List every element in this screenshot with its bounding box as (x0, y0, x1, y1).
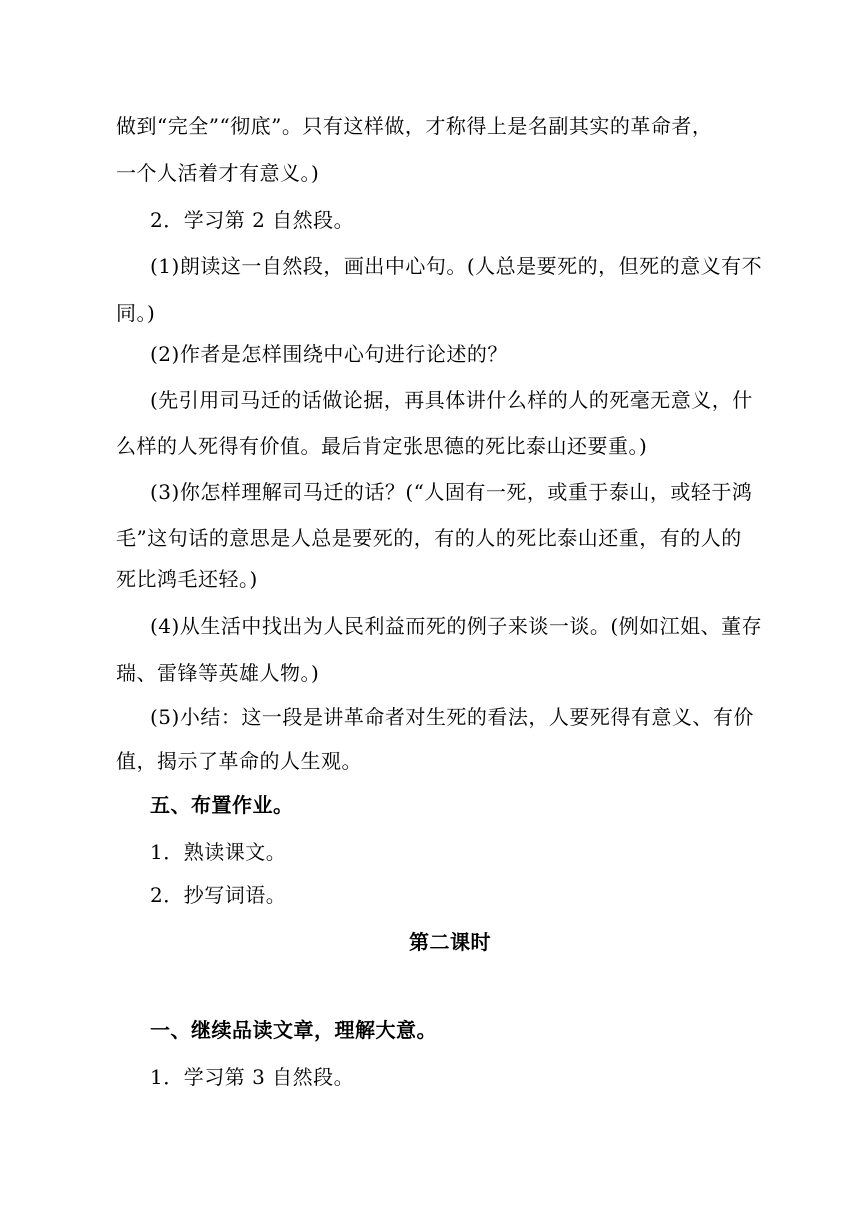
text-line: 毛”这句话的意思是人总是要死的，有的人的死比泰山还重，有的人的 (116, 526, 742, 550)
text-line: (3)你怎样理解司马迁的话？(“人固有一死，或重于泰山，或轻于鸿 (150, 480, 753, 504)
text-line: (1)朗读这一自然段，画出中心句。(人总是要死的，但死的意义有不 (150, 254, 763, 278)
text-line: 么样的人死得有价值。最后肯定张思德的死比泰山还要重。) (116, 434, 648, 458)
text-line: (2)作者是怎样围绕中心句进行论述的？ (150, 342, 508, 366)
text-line: 一个人活着才有意义。) (116, 161, 320, 185)
text-line: 值，揭示了革命的人生观。 (116, 749, 362, 773)
section-heading: 五、布置作业。 (150, 793, 294, 817)
text-line: (4)从生活中找出为人民利益而死的例子来谈一谈。(例如江姐、董存 (150, 614, 763, 638)
section-heading: 一、继续品读文章，理解大意。 (150, 1018, 437, 1042)
lesson-title: 第二课时 (409, 930, 491, 954)
text-line: 做到“完全”“彻底”。只有这样做，才称得上是名副其实的革命者， (116, 114, 713, 138)
text-line: 死比鸿毛还轻。) (116, 567, 258, 591)
text-line: 2．抄写词语。 (150, 883, 287, 907)
text-line: (先引用司马迁的话做论据，再具体讲什么样的人的死毫无意义，什 (150, 388, 753, 412)
text-line: (5)小结：这一段是讲革命者对生死的看法，人要死得有意义、有价 (150, 705, 754, 729)
text-line: 1．学习第 3 自然段。 (150, 1065, 355, 1089)
text-line: 1．熟读课文。 (150, 840, 287, 864)
text-line: 同。) (116, 301, 156, 325)
text-line: 2．学习第 2 自然段。 (150, 208, 355, 232)
text-line: 瑞、雷锋等英雄人物。) (116, 661, 320, 685)
